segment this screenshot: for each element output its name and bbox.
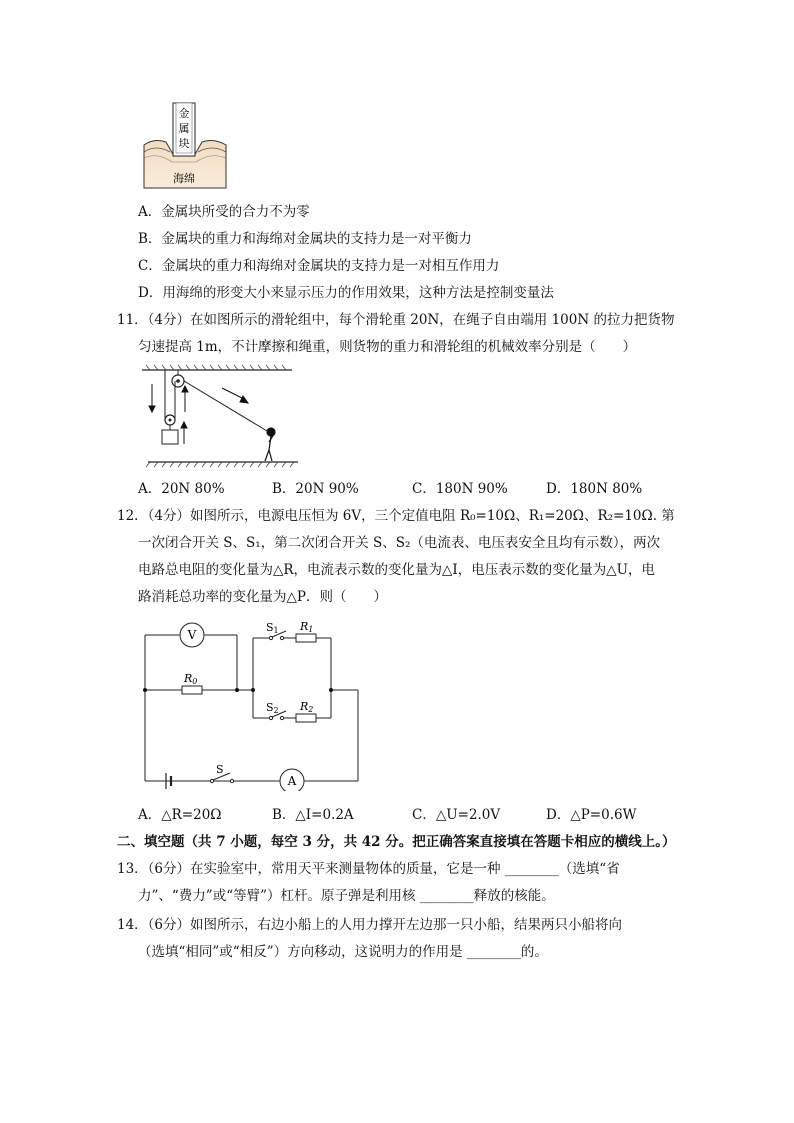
- q11-stem-line-2: 匀速提高 1m，不计摩擦和绳重，则货物的重力和滑轮组的机械效率分别是（ ）: [138, 339, 637, 355]
- load-box: [162, 430, 178, 444]
- resistor-r2: [296, 714, 316, 722]
- resistor-r0: [182, 686, 202, 694]
- pulley-figure: [140, 362, 300, 472]
- q11-option-d: D．180N 80%: [546, 481, 643, 497]
- q13-line-1: 13．（6分）在实验室中，常用天平来测量物体的质量，它是一种 ________（选填“省: [117, 861, 620, 877]
- q14-line-1: 14．（6分）如图所示，右边小船上的人用力撑开左边那一只小船，结果两只小船将向: [117, 917, 623, 933]
- r2-label: R2: [300, 700, 314, 714]
- q12-stem-line-3: 电路总电阻的变化量为△R，电流表示数的变化量为△I，电压表示数的变化量为△U，电: [138, 562, 656, 578]
- block-label-2: 属: [178, 122, 190, 135]
- section-2-title: 二、填空题（共 7 小题，每空 3 分，共 42 分。把正确答案直接填在答题卡相应的横线上。）: [117, 834, 676, 850]
- block-label-3: 块: [178, 137, 190, 150]
- sponge-label: 海绵: [173, 172, 195, 185]
- q12-option-d: D．△P=0.6W: [546, 807, 637, 823]
- q11-stem-line-1: 11．（4分）在如图所示的滑轮组中，每个滑轮重 20N，在绳子自由端用 100N 的拉力把货物: [117, 312, 675, 328]
- q12-stem-line-2: 一次闭合开关 S、S₁，第二次闭合开关 S、S₂（电流表、电压表安全且均有示数），两次: [138, 535, 661, 551]
- q11-option-c: C．180N 90%: [412, 481, 508, 497]
- q12-option-a: A．△R=20Ω: [138, 807, 222, 823]
- voltmeter-label: V: [187, 628, 197, 642]
- circuit-figure: [140, 615, 364, 791]
- q12-stem-line-4: 路消耗总功率的变化量为△P．则（ ）: [138, 589, 387, 605]
- q10-option-c: C．金属块的重力和海绵对金属块的支持力是一对相互作用力: [138, 258, 500, 274]
- sponge-figure: [140, 100, 230, 192]
- person-figure: [265, 428, 275, 461]
- switch-s1-label: S1: [266, 621, 279, 635]
- q10-option-b: B．金属块的重力和海绵对金属块的支持力是一对平衡力: [138, 231, 472, 247]
- r0-label: R0: [184, 672, 198, 686]
- q12-option-c: C．△U=2.0V: [412, 807, 501, 823]
- q13-line-2: 力”、“费力”或“等臂”）杠杆。原子弹是利用核 ________释放的核能。: [138, 888, 555, 904]
- ammeter-label: A: [287, 774, 297, 788]
- q11-option-b: B．20N 90%: [272, 481, 359, 497]
- q11-option-a: A．20N 80%: [138, 481, 225, 497]
- resistor-r1: [296, 634, 316, 642]
- r1-label: R1: [300, 620, 314, 634]
- switch-s-label: S: [216, 763, 224, 776]
- q10-option-d: D．用海绵的形变大小来显示压力的作用效果，这种方法是控制变量法: [138, 285, 554, 301]
- q14-line-2: （选填“相同”或“相反”）方向移动，这说明力的作用是 ________的。: [138, 944, 548, 960]
- q10-option-a: A．金属块所受的合力不为零: [138, 204, 310, 220]
- q12-stem-line-1: 12．（4分）如图所示，电源电压恒为 6V，三个定值电阻 R₀=10Ω、R₁=20Ω、R₂=10Ω. 第: [117, 508, 675, 524]
- switch-s2-label: S2: [266, 701, 279, 715]
- block-label-1: 金: [178, 107, 190, 120]
- q12-option-b: B．△I=0.2A: [272, 807, 354, 823]
